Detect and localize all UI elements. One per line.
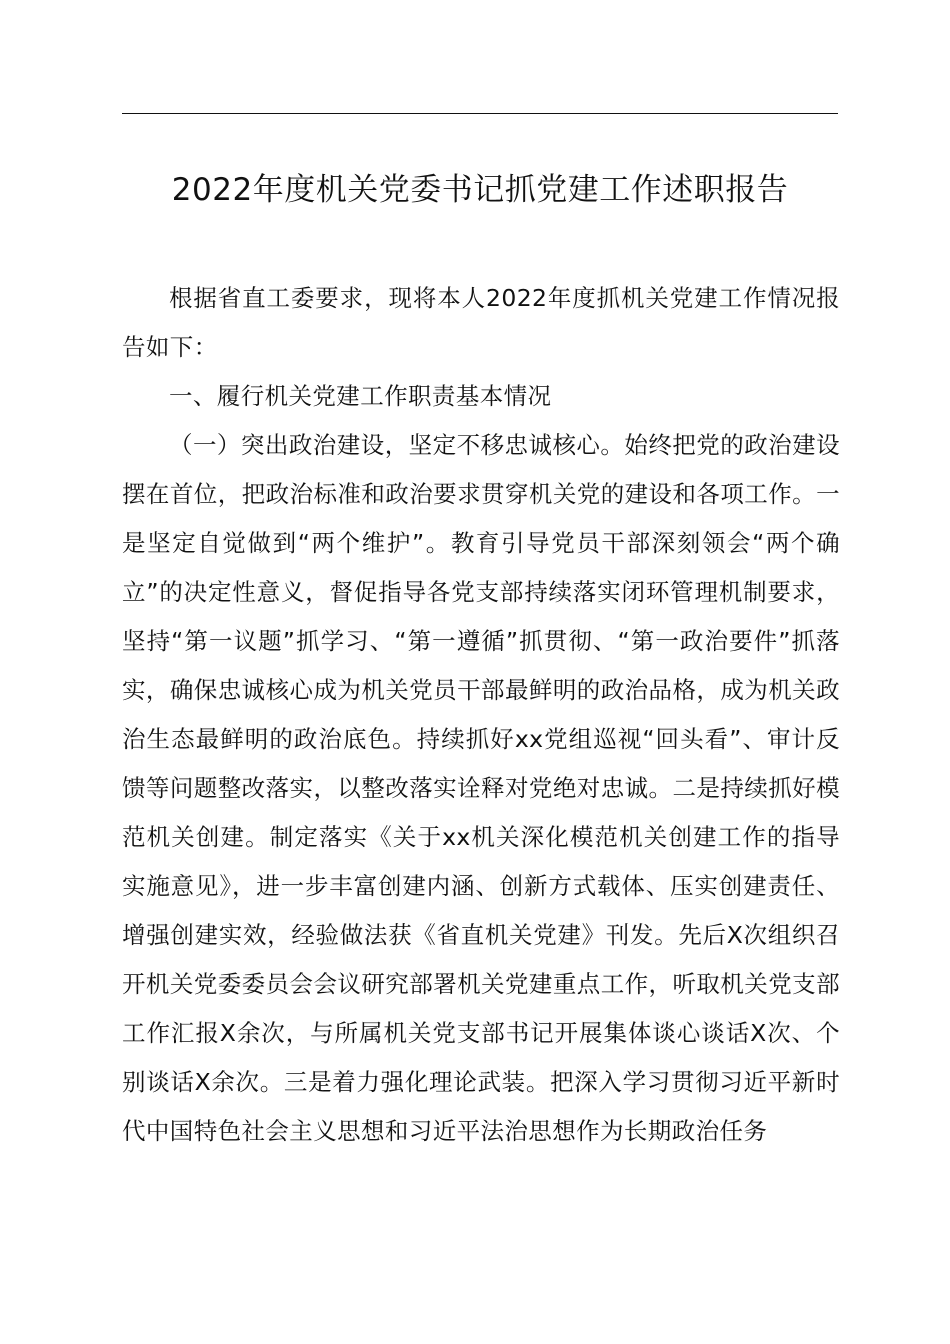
section-paragraph: （一）突出政治建设，坚定不移忠诚核心。始终把党的政治建设摆在首位，把政治标准和政治要求贯穿机关党的建设和各项工作。一是坚定自觉做到“两个维护”。教育引导党员干部深刻领会“两个确立”的决定性意义，督促指导各党支部持续落实闭环管理机制要求，坚持“第一议题”抓学习、“第一遵循”抓贯彻、“第一政治要件”抓落实，确保忠诚核心成为机关党员干部最鲜明的政治品格，成为机关政治生态最鲜明的政治底色。持续抓好xx党组巡视“回头看”、审计反馈等问题整改落实，以整改落实诠释对党绝对忠诚。二是持续抓好模范机关创建。制定落实《关于xx机关深化模范机关创建工作的指导实施意见》，进一步丰富创建内涵、创新方式载体、压实创建责任、增强创建实效，经验做法获《省直机关党建》刊发。先后X次组织召开机关党委委员会会议研究部署机关党建重点工作，听取机关党支部工作汇报X余次，与所属机关党支部书记开展集体谈心谈话X次、个别谈话X余次。三是着力强化理论武装。把深入学习贯彻习近平新时代中国特色社会主义思想和习近平法治思想作为长期政治任务 xyxy=(122,431,841,1145)
document-body xyxy=(122,274,840,1156)
intro-paragraph: 根据省直工委要求，现将本人2022年度抓机关党建工作情况报告如下： xyxy=(122,284,840,361)
section-heading: 一、履行机关党建工作职责基本情况 xyxy=(169,382,552,410)
header-rule xyxy=(122,113,838,114)
document-title: 2022年度机关党委书记抓党建工作述职报告 xyxy=(171,172,789,208)
